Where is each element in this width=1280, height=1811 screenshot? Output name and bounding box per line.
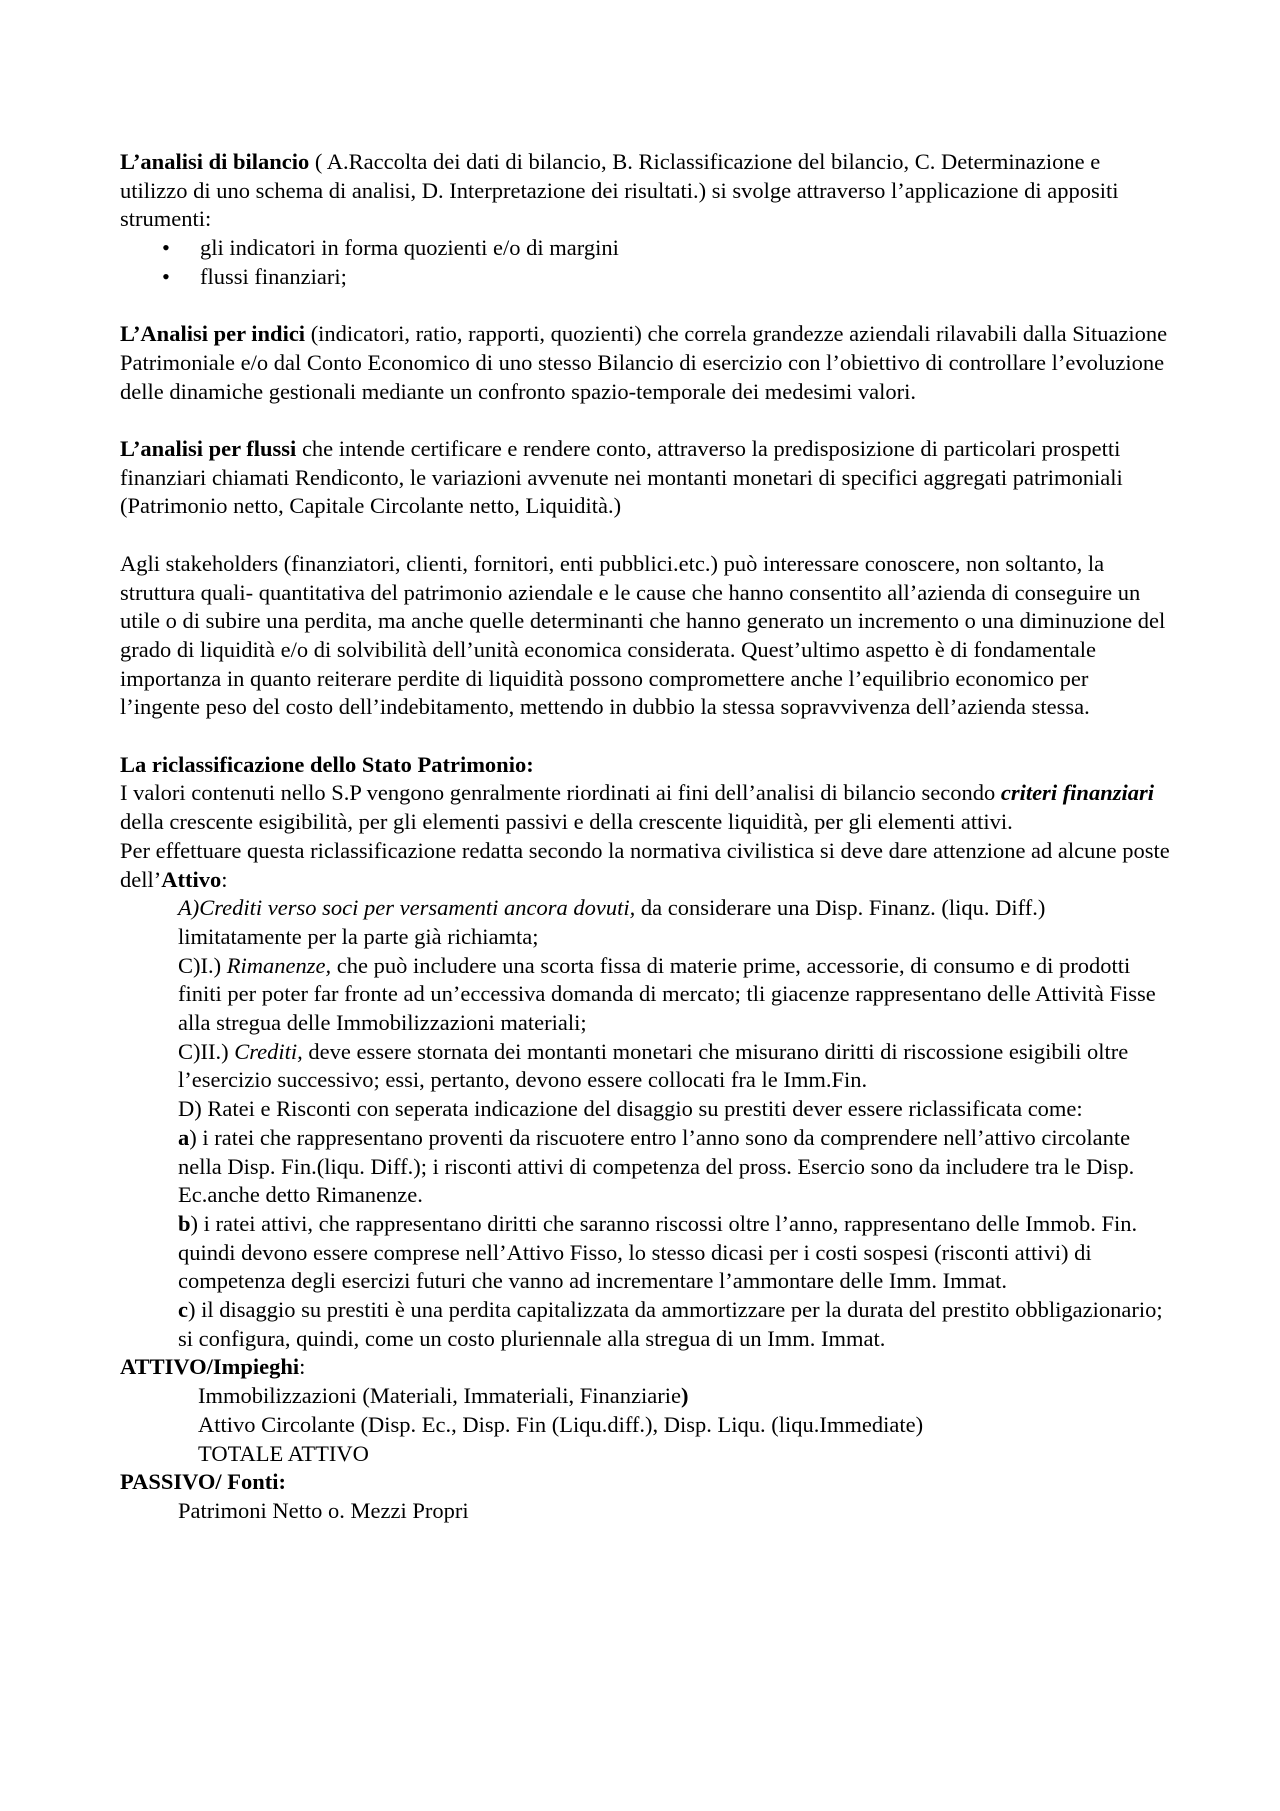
intro-title: L’analisi di bilancio	[120, 149, 310, 174]
item-ratei-risconti: D) Ratei e Risconti con seperata indicazione del disaggio su prestiti dever essere riclassificata come:	[178, 1096, 1083, 1122]
attivo-item-immobilizzazioni: Immobilizzazioni (Materiali, Immateriali, Finanziarie)	[198, 1383, 689, 1409]
attivo-item-totale: TOTALE ATTIVO	[198, 1440, 369, 1466]
riclass-paragraph-2: Per effettuare questa riclassificazione redatta secondo la normativa civilistica si deve dare attenzione ad alcune poste dell’Attivo:	[120, 837, 1170, 892]
bullet-icon: •	[162, 263, 170, 289]
item-crediti: C)II.) Crediti, deve essere stornata dei montanti monetari che misurano diritti di riscossione esigibili oltre l’esercizio successivo; essi, pertanto, devono essere collocati fra le Imm.Fin.	[178, 1038, 1129, 1093]
criteri-finanziari-emphasis: criteri finanziari	[1000, 780, 1154, 806]
attivo-list	[198, 1382, 1170, 1468]
passivo-heading: PASSIVO/ Fonti:	[120, 1469, 287, 1495]
sub-item-b: b) i ratei attivi, che rappresentano diritti che saranno riscossi oltre l’anno, rappresentano delle Immob. Fin. quindi devono essere comprese nell’Attivo Fisso, lo stesso dicasi per i costi sospesi (risconti attivi) di competenza degli esercizi futuri che vanno ad incrementare l’ammontare delle Imm. Immat.	[178, 1210, 1138, 1294]
riclass-heading: La riclassificazione dello Stato Patrimonio:	[120, 751, 534, 777]
intro-paragraph	[120, 148, 1170, 234]
attivo-item-circolante: Attivo Circolante (Disp. Ec., Disp. Fin (Liqu.diff.), Disp. Liqu. (liqu.Immediate)	[198, 1411, 924, 1437]
stakeholders-paragraph: Agli stakeholders (finanziatori, clienti, fornitori, enti pubblici.etc.) può interessare conoscere, non soltanto, la struttura quali- quantitativa del patrimonio aziendale e le cause che hanno consentito all’azienda di conseguire un utile o di subire una perdita, ma anche quelle determinanti che hanno generato un incremento o una diminuzione del grado di liquidità e/o di solvibilità dell’unità economica considerata. Quest’ultimo aspetto è di fondamentale importanza in quanto reiterare perdite di liquidità possono compromettere anche l’equilibrio economico per l’ingente peso del costo dell’indebitamento, mettendo in dubbio la stessa sopravvivenza dell’azienda stessa.	[120, 550, 1166, 720]
riclass-paragraph-1: I valori contenuti nello S.P vengono genralmente riordinati ai fini dell’analisi di bilancio secondo criteri finanziari della crescente esigibilità, per gli elementi passivi e della crescente liquidità, per gli elementi attivi.	[120, 780, 1154, 835]
passivo-list	[178, 1497, 1170, 1526]
attivo-items	[178, 894, 1170, 1353]
indici-paragraph	[120, 320, 1170, 406]
flussi-title: L’analisi per flussi	[120, 436, 297, 461]
item-rimanenze: C)I.) Rimanenze, che può includere una scorta fissa di materie prime, accessorie, di consumo e di prodotti finiti per poter far fronte ad un’eccessiva domanda di mercato; tli giacenze rappresentano delle Attività Fisse alla stregua delle Immobilizzazioni materiali;	[178, 952, 1156, 1036]
flussi-text: che intende certificare e rendere conto, attraverso la predisposizione di particolari prospetti finanziari chiamati Rendiconto, le variazioni avvenute nei montanti monetari di specifici aggregati patrimoniali (Patrimonio netto, Capitale Circolante netto, Liquidità.)	[120, 436, 1123, 519]
attivo-heading: ATTIVO/Impieghi:	[120, 1354, 306, 1380]
list-item	[120, 263, 1170, 292]
document-page	[120, 148, 1170, 1526]
passivo-item-patrimonio: Patrimoni Netto o. Mezzi Propri	[178, 1497, 469, 1523]
list-item	[120, 234, 1170, 263]
list-item-text: flussi finanziari;	[200, 263, 347, 289]
sub-item-c: c) il disaggio su prestiti è una perdita capitalizzata da ammortizzare per la durata del prestito obbligazionario; si configura, quindi, come un costo pluriennale alla stregua di un Imm. Immat.	[178, 1297, 1163, 1351]
indici-title: L’Analisi per indici	[120, 321, 306, 347]
bullet-icon: •	[162, 235, 170, 261]
intro-bullet-list	[120, 234, 1170, 291]
intro-text: ( A.Raccolta dei dati di bilancio, B. Riclassificazione del bilancio, C. Determinazione e utilizzo di uno schema di analisi, D. Interpretazione dei risultati.) si svolge attraverso l’applicazione di appositi strumenti:	[120, 149, 1119, 232]
indici-text: (indicatori, ratio, rapporti, quozienti) che correla grandezze aziendali rilavabili dalla Situazione Patrimoniale e/o dal Conto Economico di uno stesso Bilancio di esercizio con l’obiettivo di controllare l’evoluzione delle dinamiche gestionali mediante un confronto spazio-temporale dei medesimi valori.	[120, 321, 1168, 404]
sub-item-a: a) i ratei che rappresentano proventi da riscuotere entro l’anno sono da comprendere nell’attivo circolante nella Disp. Fin.(liqu. Diff.); i risconti attivi di competenza del pross. Esercio sono da includere tra le Disp. Ec.anche detto Rimanenze.	[178, 1124, 1135, 1208]
flussi-paragraph	[120, 435, 1170, 521]
list-item-text: gli indicatori in forma quozienti e/o di margini	[200, 235, 619, 261]
attivo-emphasis: Attivo	[161, 866, 222, 892]
item-crediti-soci: A)Crediti verso soci per versamenti ancora dovuti, da considerare una Disp. Finanz. (liqu. Diff.) limitatamente per la parte già richiamta;	[178, 895, 1046, 949]
